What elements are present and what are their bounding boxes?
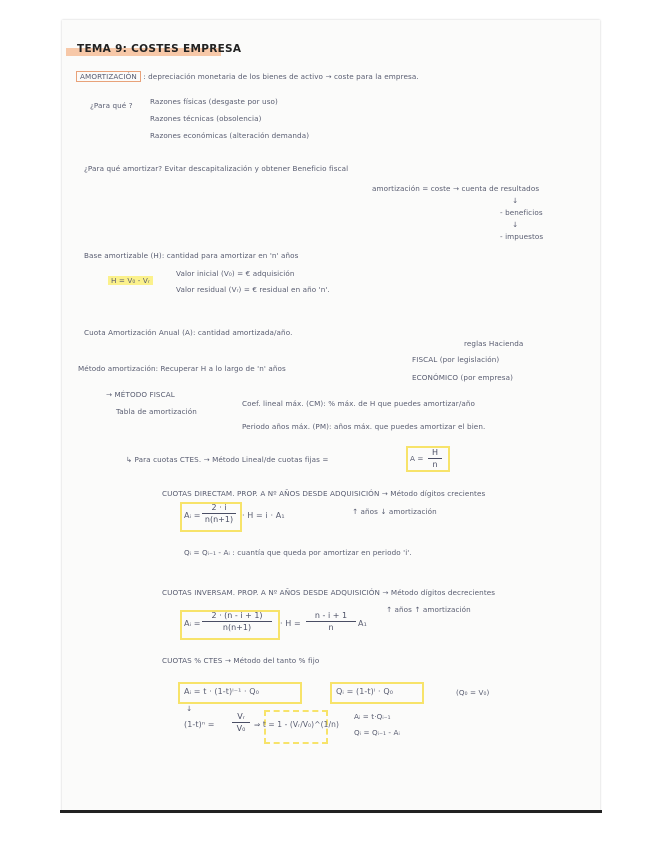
cuotas-ctes-line bbox=[126, 455, 329, 464]
inversa-num2: n - i + 1 bbox=[314, 611, 348, 620]
metodo-economico: ECONÓMICO (por empresa) bbox=[412, 373, 513, 382]
directa-lhs: Aᵢ = bbox=[184, 511, 201, 520]
inversa-line: CUOTAS INVERSAM. PROP. A Nº AÑOS DESDE ADQUISICIÓN → Método dígitos decrecientes bbox=[162, 588, 496, 597]
amortizacion-definition: : depreciación monetaria de los bienes de activo → coste para la empresa. bbox=[143, 72, 419, 81]
inversa-mid: · H = bbox=[280, 619, 301, 628]
tanto-r1: Aᵢ = t·Qᵢ₋₁ bbox=[354, 712, 391, 721]
inversa-num: 2 · (n - i + 1) bbox=[211, 611, 263, 620]
tanto-qi: Qᵢ = (1-t)ⁱ · Q₀ bbox=[336, 687, 394, 696]
para-que-item-2: Razones técnicas (obsolencia) bbox=[150, 114, 262, 123]
chain-step-1: amortización = coste → cuenta de resultados bbox=[372, 184, 540, 193]
para-que-item-1: Razones físicas (desgaste por uso) bbox=[150, 97, 278, 106]
tanto-down-arrow: ↓ bbox=[186, 704, 193, 713]
chain-step-3: - impuestos bbox=[500, 232, 544, 241]
chain-arrow-2: ↓ bbox=[512, 220, 519, 229]
tanto-r2: Qᵢ = Qᵢ₋₁ - Aᵢ bbox=[354, 728, 400, 737]
base-v0: Valor inicial (V₀) = € adquisición bbox=[176, 269, 295, 278]
tanto-q0: (Q₀ = V₀) bbox=[456, 688, 490, 697]
directa-qi: Qᵢ = Qᵢ₋₁ - Aᵢ : cuantía que queda por amortizar en periodo 'i'. bbox=[184, 548, 412, 557]
metodo-line: Método amortización: Recuperar H a lo largo de 'n' años bbox=[78, 364, 286, 373]
tanto-t-eq: ⇒ t = 1 - (Vᵣ/V₀)^(1/n) bbox=[254, 720, 339, 729]
directa-fraction bbox=[202, 503, 236, 524]
tanto-v0: V₀ bbox=[236, 724, 246, 733]
inversa-note: ↑ años ↑ amortización bbox=[386, 605, 471, 614]
cuotas-ctes-text: ↳ Para cuotas CTES. → Método Lineal/de cuotas fijas = bbox=[126, 455, 329, 464]
periodo-max: Periodo años máx. (PM): años máx. que puedes amortizar el bien. bbox=[242, 422, 486, 431]
chain-arrow-1: ↓ bbox=[512, 196, 519, 205]
inversa-fraction bbox=[202, 611, 272, 632]
tanto-vr: Vᵣ bbox=[237, 712, 245, 721]
inversa-tail: A₁ bbox=[358, 619, 367, 628]
metodo-fiscal-heading: → MÉTODO FISCAL bbox=[106, 390, 175, 399]
tanto-eq1: (1-t)ⁿ = bbox=[184, 720, 215, 729]
coef-lineal: Coef. lineal máx. (CM): % máx. de H que puedes amortizar/año bbox=[242, 399, 475, 408]
directa-line: CUOTAS DIRECTAM. PROP. A Nº AÑOS DESDE ADQUISICIÓN → Método dígitos crecientes bbox=[162, 489, 486, 498]
chain-step-2: - beneficios bbox=[500, 208, 543, 217]
directa-rest: · H = i · A₁ bbox=[242, 511, 285, 520]
directa-num: 2 · i bbox=[211, 503, 227, 512]
lineal-num: H bbox=[431, 448, 438, 457]
cuota-line: Cuota Amortización Anual (A): cantidad amortizada/año. bbox=[84, 328, 293, 337]
tanto-line: CUOTAS % CTES → Método del tanto % fijo bbox=[162, 656, 320, 665]
para-que-item-3: Razones económicas (alteración demanda) bbox=[150, 131, 310, 140]
metodo-fiscal: FISCAL (por legislación) bbox=[412, 355, 500, 364]
page-title: TEMA 9: COSTES EMPRESA bbox=[77, 43, 242, 55]
page-bottom-edge bbox=[60, 810, 602, 813]
base-vr: Valor residual (Vᵣ) = € residual en año 'n'. bbox=[176, 285, 330, 294]
lineal-fraction bbox=[428, 448, 442, 469]
lineal-formula-lhs: A = bbox=[410, 454, 424, 463]
directa-den: n(n+1) bbox=[204, 515, 234, 524]
base-formula bbox=[108, 276, 153, 285]
inversa-lhs: Aᵢ = bbox=[184, 619, 201, 628]
tanto-ai: Aᵢ = t · (1-t)ⁱ⁻¹ · Q₀ bbox=[184, 687, 260, 696]
base-formula-text: H = V₀ - Vᵣ bbox=[108, 276, 153, 285]
amortizacion-term: AMORTIZACIÓN bbox=[76, 71, 141, 82]
base-definition: Base amortizable (H): cantidad para amortizar en 'n' años bbox=[84, 251, 299, 260]
inversa-den2: n bbox=[328, 623, 334, 632]
para-que-question: ¿Para qué ? bbox=[90, 101, 133, 110]
inversa-fraction-2 bbox=[306, 611, 356, 632]
reglas-hacienda: reglas Hacienda bbox=[464, 339, 524, 348]
por-que-line: ¿Para qué amortizar? Evitar descapitalización y obtener Beneficio fiscal bbox=[84, 164, 349, 173]
lineal-den: n bbox=[432, 460, 438, 469]
inversa-den: n(n+1) bbox=[222, 623, 252, 632]
amortizacion-line bbox=[76, 72, 419, 81]
tabla-amortizacion: Tabla de amortización bbox=[116, 407, 197, 416]
directa-note: ↑ años ↓ amortización bbox=[352, 507, 437, 516]
tanto-vr-v0 bbox=[232, 712, 250, 733]
